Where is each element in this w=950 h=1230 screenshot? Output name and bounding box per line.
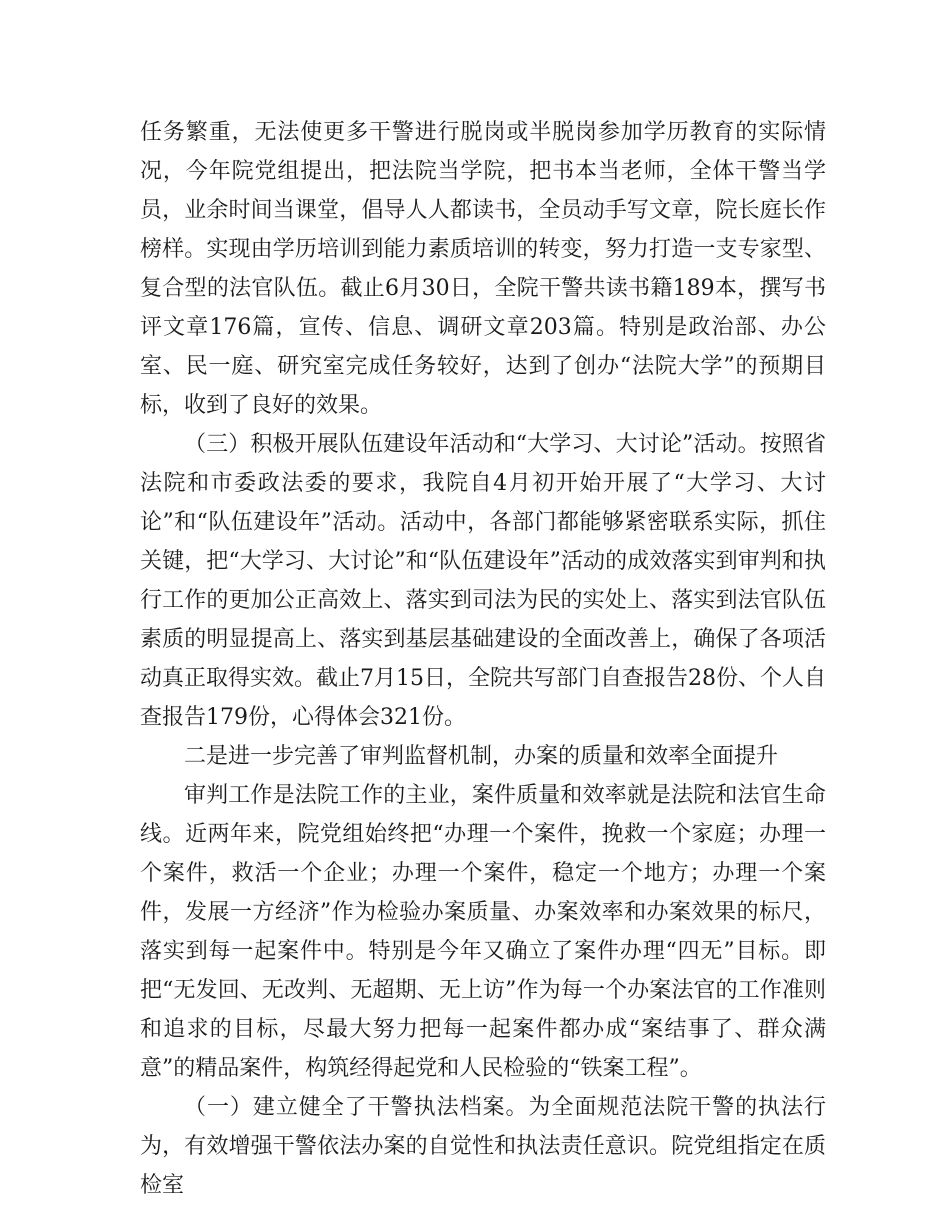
paragraph-trial-work: 审判工作是法院工作的主业，案件质量和效率就是法院和法官生命线。近两年来，院党组始终把“办理一个案件，挽救一个家庭；办理一个案件，救活一个企业；办理一个案件，稳定一个地方；办理一个案件，发展一方经济”作为检验办案质量、办案效率和办案效果的标尺，落实到每一起案件中。特别是今年又确立了案件办理“四无”目标。即把“无发回、无改判、无超期、无上访”作为每一个办案法官的工作准则和追求的目标，尽最大努力把每一起案件都办成“案结事了、群众满意”的精品案件，构筑经得起党和人民检验的“铁案工程”。 bbox=[140, 783, 826, 1081]
paragraph-section-one: （一）建立健全了干警执法档案。为全面规范法院干警的执法行为，有效增强干警依法办案的自觉性和执法责任意识。院党组指定在质检室 bbox=[140, 1095, 826, 1198]
paragraph-section-three: （三）积极开展队伍建设年活动和“大学习、大讨论”活动。按照省法院和市委政法委的要求，我院自4月初开始开展了“大学习、大讨论”和“队伍建设年”活动。活动中，各部门都能够紧密联系实际，抓住关键，把“大学习、大讨论”和“队伍建设年”活动的成效落实到审判和执行工作的更加公正高效上、落实到司法为民的实处上、落实到法官队伍素质的明显提高上、落实到基层基础建设的全面改善上，确保了各项活动真正取得实效。截止7月15日，全院共写部门自查报告28份、个人自查报告179份，心得体会321份。 bbox=[140, 432, 826, 730]
section-heading-two: 二是进一步完善了审判监督机制，办案的质量和效率全面提升 bbox=[184, 744, 779, 769]
document-body bbox=[140, 113, 826, 1205]
paragraph-continuation: 任务繁重，无法使更多干警进行脱岗或半脱岗参加学历教育的实际情况，今年院党组提出，把法院当学院，把书本当老师，全体干警当学员，业余时间当课堂，倡导人人都读书，全员动手写文章，院长庭长作榜样。实现由学历培训到能力素质培训的转变，努力打造一支专家型、复合型的法官队伍。截止6月30日，全院干警共读书籍189本，撰写书评文章176篇，宣传、信息、调研文章203篇。特别是政治部、办公室、民一庭、研究室完成任务较好，达到了创办“法院大学”的预期目标，收到了良好的效果。 bbox=[140, 120, 826, 418]
